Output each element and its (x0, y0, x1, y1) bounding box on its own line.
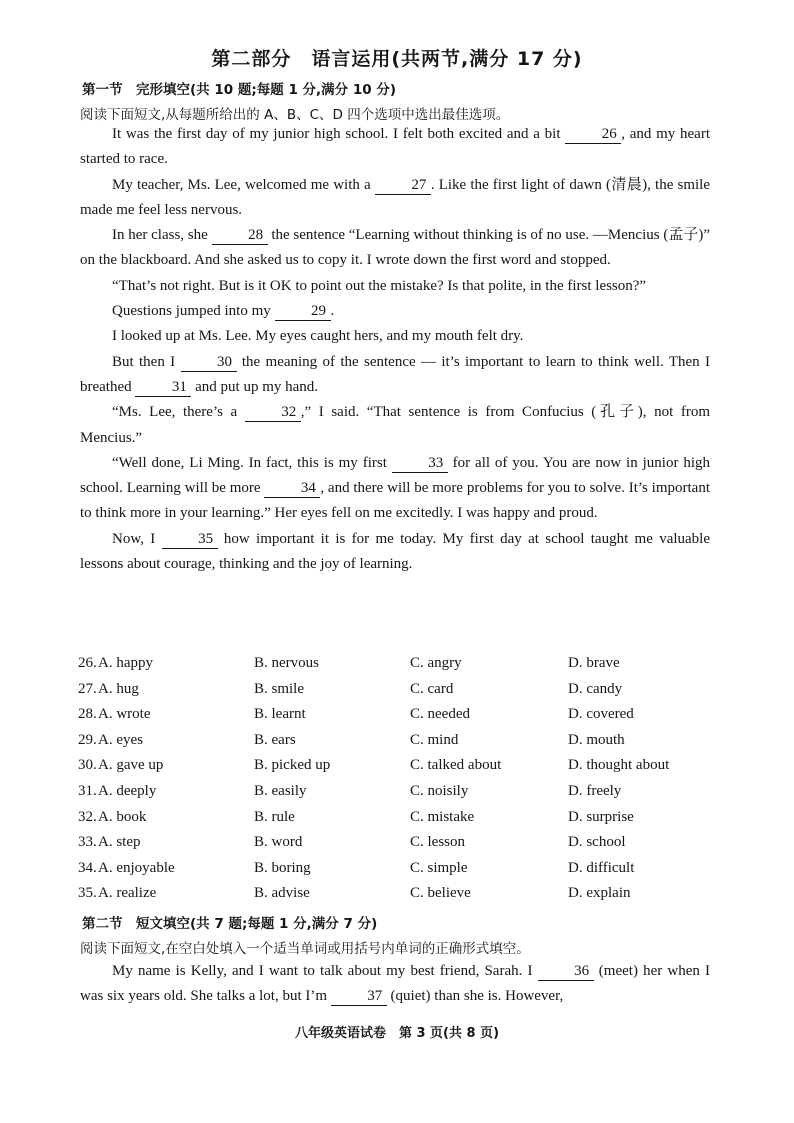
passage-paragraph (80, 527, 710, 578)
blank-32: 32 (245, 404, 301, 422)
option-b: B. rule (254, 808, 295, 825)
option-row (78, 655, 718, 681)
options-list (78, 655, 718, 911)
option-row (78, 809, 718, 835)
passage-text: “That’s not right. But is it OK to point out the mistake? Is that polite, in the first lesson?” (112, 277, 647, 294)
passage-paragraph (80, 274, 710, 299)
option-d: D. brave (568, 655, 620, 671)
option-row (78, 732, 718, 758)
passage-paragraph (80, 959, 710, 1010)
option-c: C. card (410, 680, 454, 697)
question-number: 35. (78, 885, 97, 902)
passage-text: “Well done, Li Ming. In fact, this is my first (112, 454, 392, 471)
passage-text: I looked up at Ms. Lee. My eyes caught hers, and my mouth felt dry. (112, 328, 524, 345)
option-row (78, 783, 718, 809)
option-b: B. word (254, 834, 303, 851)
option-a: A. deeply (98, 782, 157, 799)
option-a: A. wrote (98, 706, 151, 723)
option-c: C. mind (410, 731, 459, 748)
passage-text: But then I (112, 353, 181, 370)
question-number: 30. (78, 757, 97, 774)
option-d: D. mouth (568, 731, 625, 748)
section2-instruction: 阅读下面短文,在空白处填入一个适当单词或用括号内单词的正确形式填空。 (80, 941, 530, 957)
blank-27: 27 (375, 177, 431, 195)
option-a: A. eyes (98, 731, 143, 748)
option-b: B. advise (254, 885, 310, 902)
passage-text: “Ms. Lee, there’s a (112, 404, 245, 421)
option-b: B. picked up (254, 757, 331, 774)
option-b: B. nervous (254, 655, 319, 671)
option-a: A. happy (98, 655, 153, 671)
passage-text: My teacher, Ms. Lee, welcomed me with a (112, 176, 375, 193)
blank-28: 28 (212, 227, 268, 245)
option-b: B. learnt (254, 706, 306, 723)
section1-heading: 第一节 完形填空(共 10 题;每题 1 分,满分 10 分) (82, 82, 397, 98)
question-number: 32. (78, 808, 97, 825)
passage-paragraph (80, 324, 710, 349)
passage-text: the sentence “Learning without thinking is of no use. —Mencius (孟子)” on the blackboard. And she asked us to copy it. I wrote down the first word and stopped. (80, 227, 710, 269)
option-a: A. gave up (98, 757, 164, 774)
option-row (78, 834, 718, 860)
blank-37: 37 (331, 988, 387, 1006)
section1-instruction: 阅读下面短文,从每题所给出的 A、B、C、D 四个选项中选出最佳选项。 (80, 107, 510, 123)
blank-35: 35 (162, 531, 218, 549)
option-b: B. smile (254, 680, 305, 697)
option-b: B. ears (254, 731, 296, 748)
option-d: D. surprise (568, 808, 634, 825)
passage-paragraph (80, 122, 710, 173)
passage-text: , and my heart started to race. (80, 126, 710, 168)
option-c: C. simple (410, 859, 468, 876)
option-b: B. boring (254, 859, 311, 876)
option-b: B. easily (254, 782, 307, 799)
question-number: 28. (78, 706, 97, 723)
passage-text: (meet) her when I was six years old. She talks a lot, but I’m (80, 963, 711, 1005)
page-footer: 八年级英语试卷 第 3 页(共 8 页) (294, 1026, 500, 1041)
option-a: A. enjoyable (98, 859, 175, 876)
option-row (78, 860, 718, 886)
passage-text: Questions jumped into my (112, 303, 275, 320)
blank-26: 26 (565, 126, 621, 144)
option-row (78, 885, 718, 911)
passage-text: , and there will be more problems for you to solve. It’s important to think more in your learning.” Her eyes fell on me excitedly. I was happy and proud. (80, 480, 710, 522)
option-row (78, 681, 718, 707)
passage-text: . Like the first light of dawn (清晨), the smile made me feel less nervous. (80, 176, 710, 218)
option-d: D. school (568, 834, 626, 851)
blank-34: 34 (264, 480, 320, 498)
option-d: D. thought about (568, 757, 670, 774)
option-row (78, 706, 718, 732)
option-c: C. noisily (410, 782, 469, 799)
passage-paragraph (80, 400, 710, 451)
option-d: D. freely (568, 782, 622, 799)
section2-heading: 第二节 短文填空(共 7 题;每题 1 分,满分 7 分) (82, 916, 378, 932)
option-d: D. candy (568, 680, 623, 697)
passage-text: (quiet) than she is. However, (386, 988, 564, 1005)
passage-paragraph (80, 173, 710, 224)
option-c: C. needed (410, 706, 470, 723)
option-row (78, 757, 718, 783)
option-a: A. step (98, 834, 141, 851)
question-number: 31. (78, 782, 97, 799)
passage-text: and put up my hand. (191, 378, 319, 395)
blank-30: 30 (181, 354, 237, 372)
option-a: A. book (98, 808, 147, 825)
option-c: C. mistake (410, 808, 475, 825)
option-c: C. believe (410, 885, 471, 902)
option-c: C. angry (410, 655, 462, 671)
blank-33: 33 (392, 455, 448, 473)
option-a: A. hug (98, 680, 139, 697)
passage-text: My name is Kelly, and I want to talk about my best friend, Sarah. I (112, 963, 538, 979)
blank-36: 36 (538, 963, 594, 981)
option-a: A. realize (98, 885, 157, 902)
passage-text: . (330, 303, 335, 320)
blank-29: 29 (275, 303, 331, 321)
option-d: D. explain (568, 885, 631, 902)
passage-text: for all of you. You are now in junior high school. Learning will be more (80, 454, 710, 497)
blank-31: 31 (135, 379, 191, 397)
passage-text: Now, I (112, 530, 162, 547)
passage-paragraph (80, 350, 710, 401)
fill-in-passage (80, 959, 710, 1010)
passage-text: the meaning of the sentence — it’s important to learn to think well. Then I breathed (80, 353, 710, 395)
option-c: C. lesson (410, 834, 466, 851)
passage-text: how important it is for me today. My first day at school taught me valuable lessons about courage, thinking and the joy of learning. (80, 530, 711, 573)
option-c: C. talked about (410, 757, 502, 774)
passage-text: It was the first day of my junior high school. I felt both excited and a bit (112, 126, 566, 142)
question-number: 27. (78, 680, 97, 697)
question-number: 26. (78, 655, 97, 671)
page-title: 第二部分 语言运用(共两节,满分 17 分) (211, 48, 583, 70)
question-number: 34. (78, 859, 97, 876)
cloze-passage (80, 122, 710, 577)
question-number: 33. (78, 834, 97, 851)
passage-text: ,” I said. “That sentence is from Confucius (孔子), not from Mencius.” (80, 404, 710, 446)
question-number: 29. (78, 731, 97, 748)
option-d: D. covered (568, 706, 634, 723)
option-d: D. difficult (568, 859, 635, 876)
passage-paragraph (80, 451, 710, 527)
passage-paragraph (80, 299, 710, 324)
passage-paragraph (80, 223, 710, 274)
passage-text: In her class, she (112, 227, 212, 244)
